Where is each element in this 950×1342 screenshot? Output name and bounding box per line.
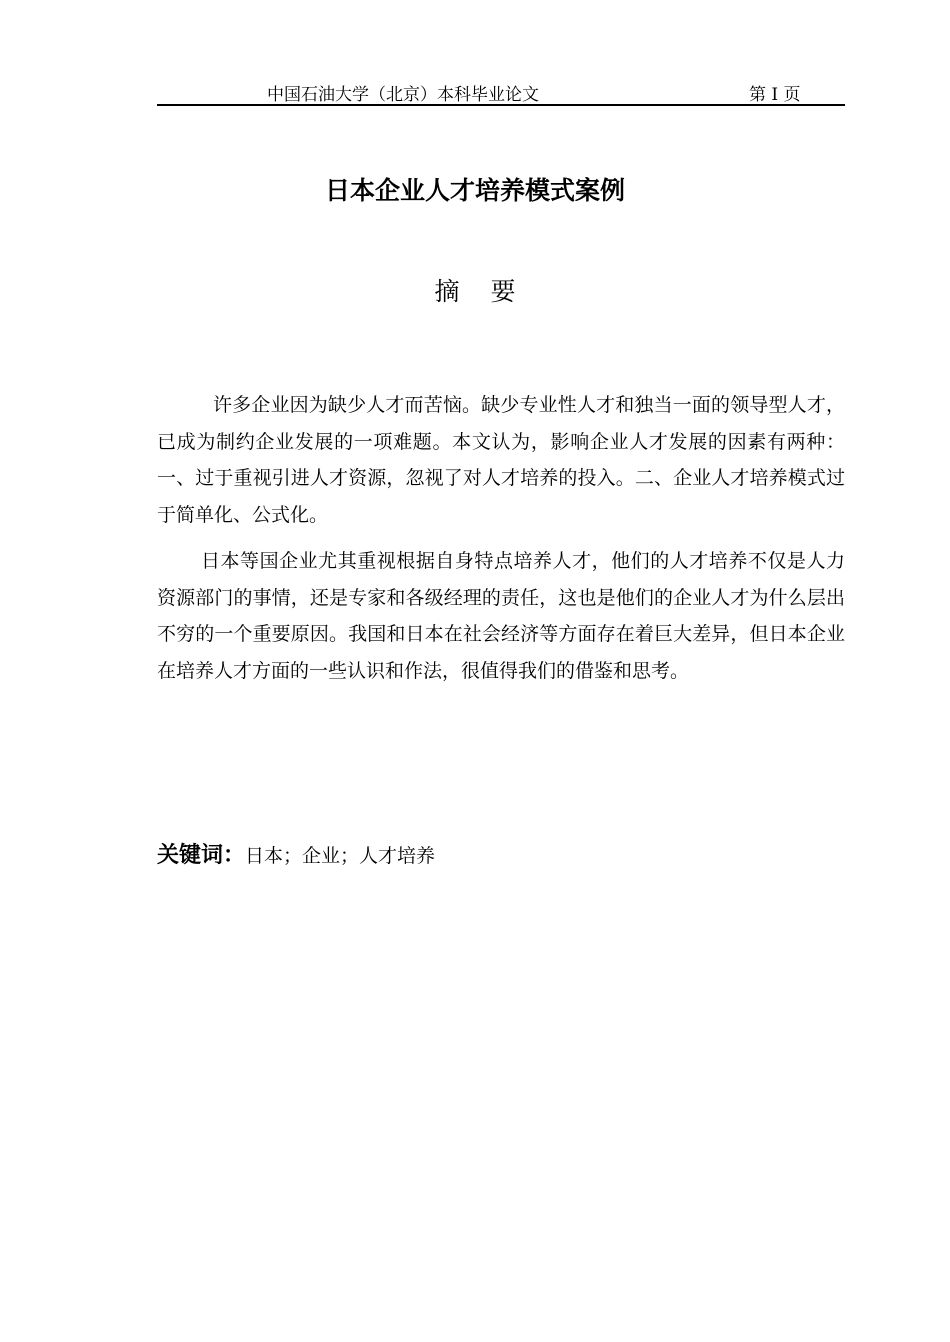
header-title: 中国石油大学（北京）本科毕业论文 xyxy=(267,85,539,105)
keywords-text: 日本；企业；人才培养 xyxy=(245,845,436,867)
keywords-label: 关键词： xyxy=(157,843,246,868)
keywords-line xyxy=(157,838,435,869)
header-page-number: 第 I 页 xyxy=(749,85,801,105)
abstract-heading: 摘要 xyxy=(434,277,547,306)
document-title: 日本企业人才培养模式案例 xyxy=(324,176,625,205)
abstract-paragraph-1: 许多企业因为缺少人才而苦恼。缺少专业性人才和独当一面的领导型人才，已成为制约企业发展的一项难题。本文认为，影响企业人才发展的因素有两种：一、过于重视引进人才资源，忽视了对人才培养的投入。二、企业人才培养模式过于简单化、公式化。 xyxy=(157,394,845,526)
page-header xyxy=(157,78,845,106)
abstract-paragraph-2: 日本等国企业尤其重视根据自身特点培养人才，他们的人才培养不仅是人力资源部门的事情，还是专家和各级经理的责任，这也是他们的企业人才为什么层出不穷的一个重要原因。我国和日本在社会经济等方面存在着巨大差异，但日本企业在培养人才方面的一些认识和作法，很值得我们的借鉴和思考。 xyxy=(157,550,845,682)
